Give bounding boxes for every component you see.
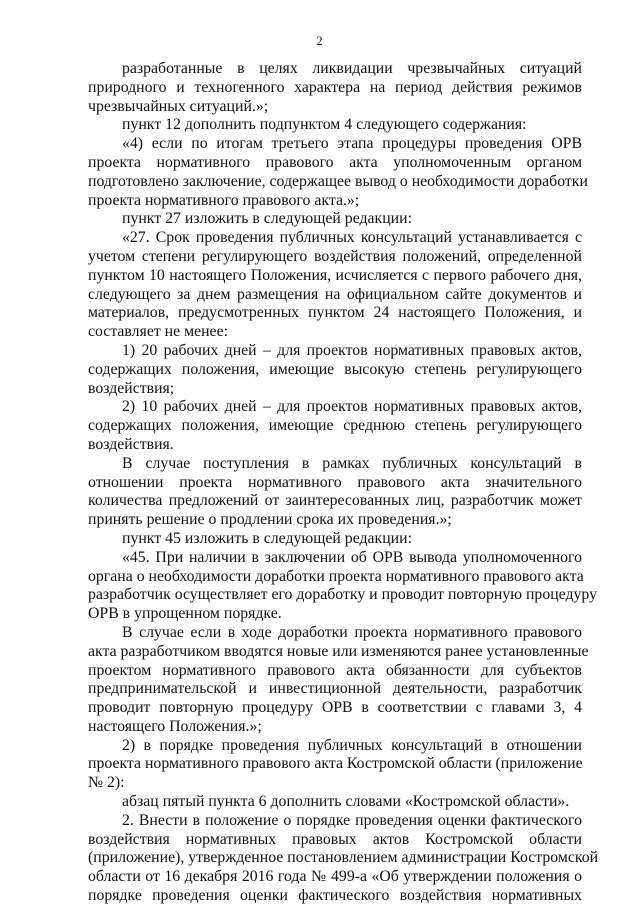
- paragraph: [88, 548, 598, 624]
- text-line: отношении проекта нормативного правового акта значительного: [88, 473, 582, 491]
- text-line: пунктом 10 настоящего Положения, исчисляется с первого рабочего дня,: [88, 266, 582, 284]
- text-line: области от 16 декабря 2016 года № 499-а «Об утверждении положения о: [88, 868, 582, 886]
- text-line: органа о необходимости доработки проекта нормативного правового акта: [88, 567, 584, 585]
- text-line: проекта нормативного правового акта Костромской области (приложение: [88, 755, 583, 773]
- text-line: следующего за днем размещения на официальном сайте документов и: [88, 285, 582, 303]
- page-number: 2: [316, 34, 323, 48]
- paragraph: [88, 229, 582, 342]
- text-line: 2. Внести в положение о порядке проведения оценки фактического: [122, 811, 582, 829]
- text-line: чрезвычайных ситуаций.»;: [88, 97, 269, 115]
- text-line: предпринимательской и инвестиционной деятельности, разработчик: [88, 680, 582, 698]
- text-line: природного и техногенного характера на период действия режимов: [88, 78, 582, 96]
- text-line: 2) в порядке проведения публичных консультаций в отношении: [122, 736, 582, 754]
- paragraph: [88, 530, 582, 549]
- text-line: порядке проведения оценки фактического воздействия нормативных: [88, 887, 582, 905]
- text-line: содержащих положения, имеющие высокую степень регулирующего: [88, 360, 582, 378]
- paragraph: [88, 116, 582, 135]
- text-line: настоящего Положения.»;: [88, 717, 262, 735]
- text-line: ОРВ в упрощенном порядке.: [88, 605, 282, 623]
- paragraph: [88, 398, 582, 454]
- text-line: проводит повторную процедуру ОРВ в соответствии с главами 3, 4: [88, 699, 582, 717]
- text-line: пункт 12 дополнить подпунктом 4 следующего содержания:: [122, 116, 527, 134]
- text-line: «27. Срок проведения публичных консультаций устанавливается с: [122, 229, 582, 247]
- text-line: разработанные в целях ликвидации чрезвычайных ситуаций: [122, 60, 582, 77]
- text-line: 1) 20 рабочих дней – для проектов нормативных правовых актов,: [122, 341, 582, 359]
- text-line: содержащих положения, имеющие среднюю степень регулирующего: [88, 417, 582, 435]
- paragraph: [88, 455, 582, 530]
- paragraph: [88, 342, 582, 398]
- text-line: проектом нормативного правового акта обязанности для субъектов: [88, 661, 582, 679]
- text-line: «45. При наличии в заключении об ОРВ вывода уполномоченного: [122, 548, 582, 566]
- text-line: проекта нормативного правового акта.»;: [88, 191, 360, 209]
- text-line: абзац пятый пункта 6 дополнить словами «Костромской области».: [122, 793, 570, 811]
- text-line: составляет не менее:: [88, 323, 228, 341]
- paragraph: [88, 623, 589, 737]
- text-line: воздействия.: [88, 435, 174, 453]
- text-line: В случае если в ходе доработки проекта нормативного правового: [122, 623, 582, 641]
- text-line: проекта нормативного правового акта уполномоченным органом: [88, 153, 582, 171]
- paragraph: [88, 60, 582, 116]
- text-line: подготовлено заключение, содержащее вывод о необходимости доработки: [88, 172, 588, 190]
- text-line: материалов, предусмотренных пунктом 24 настоящего Положения, и: [88, 304, 582, 322]
- paragraph: [88, 210, 582, 229]
- document-body: [88, 60, 599, 906]
- text-line: воздействия нормативных правовых актов Костромской области: [88, 830, 582, 848]
- text-line: (приложение), утвержденное постановлением администрации Костромской: [88, 849, 599, 867]
- text-line: пункт 45 изложить в следующей редакции:: [122, 529, 412, 547]
- text-line: принять решение о продлении срока их проведения.»;: [88, 511, 452, 529]
- paragraph: [88, 793, 582, 812]
- text-line: «4) если по итогам третьего этапа процедуры проведения ОРВ: [122, 135, 582, 153]
- text-line: количества предложений от заинтересованных лиц, разработчик может: [88, 492, 582, 510]
- text-line: 2) 10 рабочих дней – для проектов нормативных правовых актов,: [122, 398, 582, 416]
- text-line: № 2):: [88, 774, 125, 792]
- text-line: воздействия;: [88, 379, 175, 397]
- text-line: учетом степени регулирующего воздействия положений, определенной: [88, 247, 582, 265]
- text-line: акта разработчиком вводятся новые или изменяются ранее установленные: [88, 642, 589, 660]
- text-line: В случае поступления в рамках публичных консультаций в: [122, 454, 582, 472]
- paragraph: [88, 811, 599, 906]
- text-line: разработчик осуществляет его доработку и проводит повторную процедуру: [88, 586, 598, 604]
- text-line: пункт 27 изложить в следующей редакции:: [122, 210, 412, 228]
- paragraph: [88, 135, 588, 210]
- paragraph: [88, 737, 582, 793]
